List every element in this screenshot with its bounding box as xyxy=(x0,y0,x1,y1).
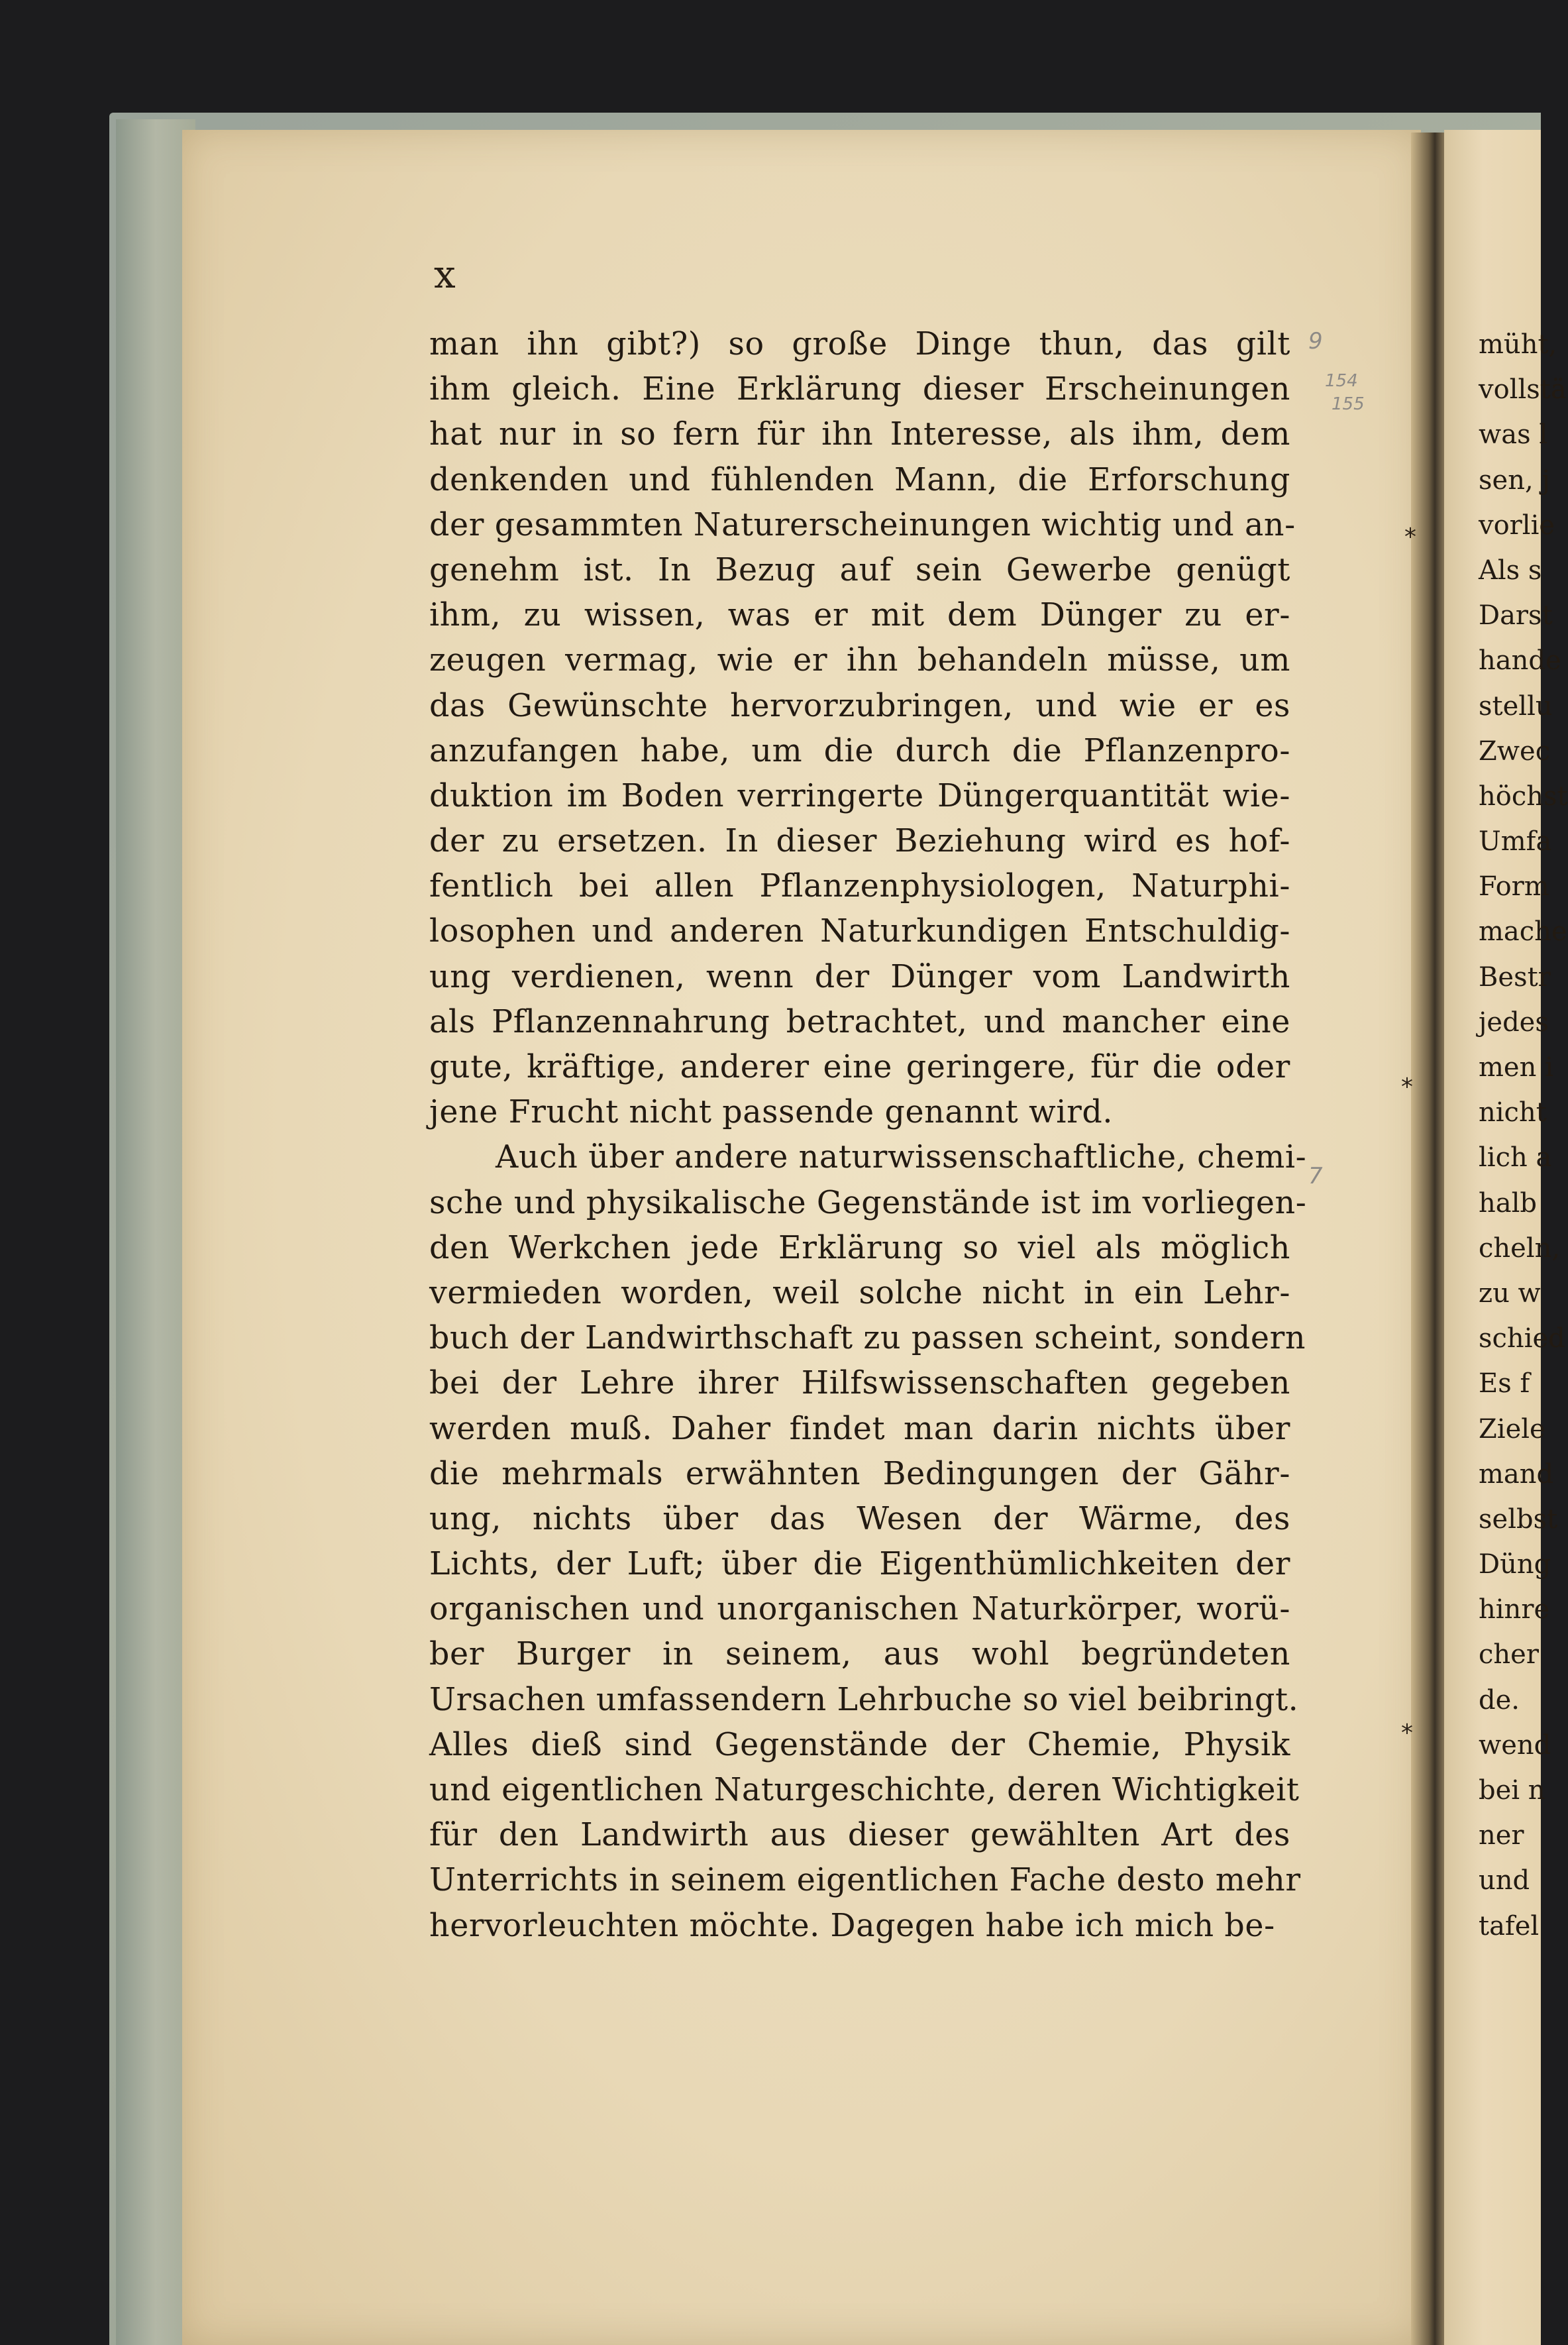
text-line: losophen und anderen Naturkundigen Entschuldig- xyxy=(429,913,1290,950)
facing-page-fragment: Es f xyxy=(1479,1368,1530,1399)
facing-page-fragment: cher xyxy=(1479,1639,1539,1670)
text-line: werden muß. Daher findet man darin nichts über xyxy=(429,1410,1290,1447)
facing-page-fragment: mache xyxy=(1479,916,1567,948)
text-line: organischen und unorganischen Naturkörper, worü- xyxy=(429,1591,1290,1628)
facing-page-text xyxy=(1479,322,1568,1949)
text-line: für den Landwirth aus dieser gewählten Art des xyxy=(429,1817,1290,1854)
text-line: anzufangen habe, um die durch die Pflanzenpro- xyxy=(429,732,1290,769)
asterisk-mark: * xyxy=(1401,1719,1413,1747)
text-line: die mehrmals erwähnten Bedingungen der Gähr- xyxy=(429,1455,1290,1492)
facing-page-fragment: stellu xyxy=(1479,690,1553,722)
facing-page-fragment: Form xyxy=(1479,871,1549,902)
facing-page-fragment: Ziele xyxy=(1479,1413,1545,1445)
text-line: ihm gleich. Eine Erklärung dieser Erscheinungen xyxy=(429,371,1290,408)
facing-page-fragment: Bestr xyxy=(1479,961,1551,993)
text-line: duktion im Boden verringerte Düngerquantität wie- xyxy=(429,777,1290,814)
facing-page-fragment: müht, xyxy=(1479,329,1557,360)
text-line: buch der Landwirthschaft zu passen scheint, sondern xyxy=(429,1320,1306,1357)
text-line: der gesammten Naturerscheinungen wichtig und an- xyxy=(429,506,1296,543)
text-line: man ihn gibt?) so große Dinge thun, das gilt xyxy=(429,326,1290,362)
facing-page-fragment: cheln, xyxy=(1479,1232,1561,1264)
facing-page-fragment: sen, j xyxy=(1479,464,1550,496)
text-line: hat nur in so fern für ihn Interesse, als ihm, dem xyxy=(429,416,1290,453)
text-line: ihm, zu wissen, was er mit dem Dünger zu er- xyxy=(429,597,1290,634)
facing-page-fragment: was l xyxy=(1479,419,1548,451)
facing-page-fragment: jedes xyxy=(1479,1007,1549,1038)
text-line: gute, kräftige, anderer eine geringere, für die oder xyxy=(429,1049,1290,1085)
text-line: sche und physikalische Gegenstände ist im vorliegen- xyxy=(429,1184,1307,1221)
text-line: ung verdienen, wenn der Dünger vom Landwirth xyxy=(429,958,1290,995)
body-text xyxy=(429,322,1307,1949)
text-line: jene Frucht nicht passende genannt wird. xyxy=(429,1094,1114,1131)
margin-note-range-end: 155 xyxy=(1332,394,1365,414)
margin-note-range-start: 154 xyxy=(1325,371,1358,391)
facing-page-fragment: mand xyxy=(1479,1458,1554,1490)
facing-page-fragment: vollstä xyxy=(1479,374,1567,406)
asterisk-mark: * xyxy=(1404,523,1416,551)
facing-page-fragment: vorlie xyxy=(1479,510,1555,541)
text-line: Unterrichts in seinem eigentlichen Fache desto mehr xyxy=(429,1862,1301,1899)
asterisk-mark: * xyxy=(1401,1073,1413,1101)
facing-page-fragment: de. xyxy=(1479,1684,1520,1716)
text-line: Auch über andere naturwissenschaftliche, chemi- xyxy=(496,1139,1307,1176)
facing-page-fragment: Zwec xyxy=(1479,736,1551,767)
facing-page-fragment: lich a xyxy=(1479,1142,1552,1173)
facing-page-fragment: Als s xyxy=(1479,555,1542,586)
text-line: denkenden und fühlenden Mann, die Erforschung xyxy=(429,461,1290,498)
facing-page-fragment: hande xyxy=(1479,645,1561,677)
facing-page-fragment: schied xyxy=(1479,1323,1565,1354)
facing-page-fragment: Darst xyxy=(1479,600,1553,631)
text-line: hervorleuchten möchte. Dagegen habe ich mich be- xyxy=(429,1907,1275,1944)
facing-page-fragment: nicht xyxy=(1479,1097,1547,1128)
facing-page-fragment: tafel xyxy=(1479,1910,1540,1941)
facing-page-fragment: Umfa xyxy=(1479,826,1552,857)
text-line: vermieden worden, weil solche nicht in ein Lehr- xyxy=(429,1274,1290,1311)
facing-page-fragment: zu w xyxy=(1479,1278,1541,1309)
text-line: Ursachen umfassendern Lehrbuche so viel beibringt. xyxy=(429,1681,1299,1718)
facing-page-fragment: hinre xyxy=(1479,1594,1550,1625)
text-line: ber Burger in seinem, aus wohl begründeten xyxy=(429,1636,1290,1673)
facing-page-fragment: höchst xyxy=(1479,781,1568,812)
text-line: genehm ist. In Bezug auf sein Gewerbe genügt xyxy=(429,551,1290,588)
facing-page-fragment: wend xyxy=(1479,1729,1551,1761)
facing-page-fragment: selbst xyxy=(1479,1503,1558,1535)
margin-note-top: 9 xyxy=(1308,328,1323,354)
facing-page-fragment: bei n xyxy=(1479,1775,1545,1806)
text-line: Lichts, der Luft; über die Eigenthümlichkeiten der xyxy=(429,1546,1290,1583)
facing-page-fragment: men i xyxy=(1479,1052,1553,1083)
text-line: zeugen vermag, wie er ihn behandeln müsse, um xyxy=(429,642,1290,679)
text-line: als Pflanzennahrung betrachtet, und mancher eine xyxy=(429,1003,1290,1040)
text-line: bei der Lehre ihrer Hilfswissenschaften gegeben xyxy=(429,1365,1290,1402)
text-line: fentlich bei allen Pflanzenphysiologen, Naturphi- xyxy=(429,868,1290,905)
facing-page-fragment: halb xyxy=(1479,1187,1538,1219)
facing-page-fragment: und xyxy=(1479,1865,1530,1896)
margin-note-middle: 7 xyxy=(1308,1163,1323,1189)
text-line: den Werkchen jede Erklärung so viel als möglich xyxy=(429,1229,1290,1266)
text-line: Alles dieß sind Gegenstände der Chemie, Physik xyxy=(429,1726,1290,1763)
page-number: x xyxy=(434,252,456,297)
text-line: und eigentlichen Naturgeschichte, deren Wichtigkeit xyxy=(429,1772,1300,1808)
text-line: ung, nichts über das Wesen der Wärme, des xyxy=(429,1500,1290,1537)
text-line: der zu ersetzen. In dieser Beziehung wird es hof- xyxy=(429,823,1290,860)
facing-page-fragment: Düng xyxy=(1479,1549,1551,1580)
facing-page-fragment: ner xyxy=(1479,1820,1524,1851)
text-line: das Gewünschte hervorzubringen, und wie er es xyxy=(429,687,1290,724)
